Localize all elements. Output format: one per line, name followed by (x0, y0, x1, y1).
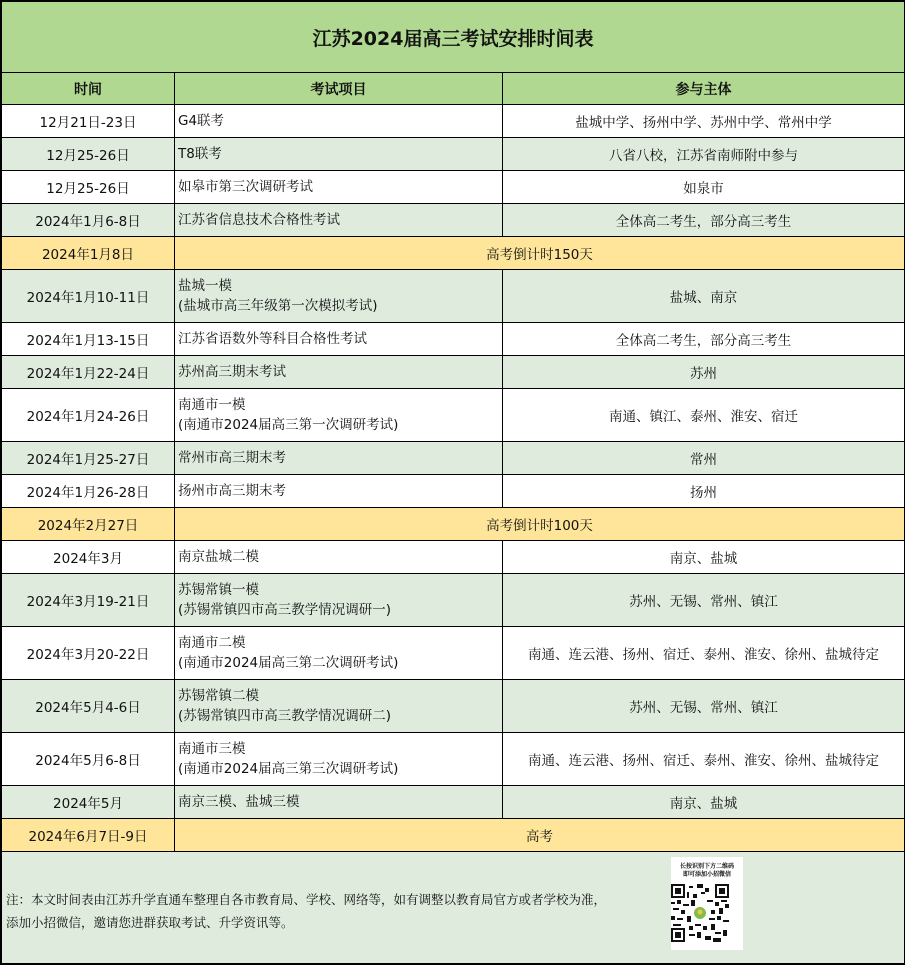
page-title: 江苏2024届高三考试安排时间表 (2, 2, 905, 73)
exam-name: 扬州市高三期末考 (178, 483, 286, 499)
exam-cell (175, 475, 503, 508)
exam-name: 江苏省语数外等科目合格性考试 (178, 331, 367, 347)
schedule-table (1, 1, 905, 964)
date-cell: 12月25-26日 (2, 138, 175, 171)
table-row (2, 475, 905, 508)
exam-cell (175, 541, 503, 574)
exam-full-name: (南通市2024届高三第三次调研考试) (178, 761, 399, 777)
table-row (2, 786, 905, 819)
participants-cell: 南通、镇江、泰州、淮安、宿迁 (503, 389, 905, 442)
exam-name: 南京盐城二模 (178, 549, 259, 565)
exam-cell (175, 138, 503, 171)
participants-cell: 苏州 (503, 356, 905, 389)
exam-name: 南通市二模 (178, 635, 246, 651)
date-cell: 2024年1月26-28日 (2, 475, 175, 508)
exam-cell (175, 574, 503, 627)
exam-name: 苏州高三期末考试 (178, 364, 286, 380)
exam-cell (175, 733, 503, 786)
table-row (2, 541, 905, 574)
exam-name: 常州市高三期末考 (178, 450, 286, 466)
exam-full-name: (苏锡常镇四市高三教学情况调研一) (178, 602, 392, 618)
exam-cell (175, 356, 503, 389)
exam-name: G4联考 (178, 113, 225, 129)
note-line-2: 添加小招微信，邀请您进群获取考试、升学资讯等。 (6, 915, 294, 930)
date-cell: 2024年1月22-24日 (2, 356, 175, 389)
table-row (2, 171, 905, 204)
date-cell: 12月25-26日 (2, 171, 175, 204)
participants-cell: 盐城中学、扬州中学、苏州中学、常州中学 (503, 105, 905, 138)
table-row (2, 138, 905, 171)
table-row (2, 680, 905, 733)
table-row (2, 733, 905, 786)
participants-cell: 苏州、无锡、常州、镇江 (503, 574, 905, 627)
participants-cell: 苏州、无锡、常州、镇江 (503, 680, 905, 733)
exam-name: T8联考 (178, 146, 222, 162)
milestone-cell: 高考 (175, 819, 905, 852)
exam-cell (175, 323, 503, 356)
exam-name: 南通市三模 (178, 741, 246, 757)
exam-name: 苏锡常镇二模 (178, 688, 259, 704)
participants-cell: 全体高二考生，部分高三考生 (503, 204, 905, 237)
milestone-row (2, 508, 905, 541)
note-line-1: 注：本文时间表由江苏升学直通车整理自各市教育局、学校、网络等，如有调整以教育局官方或者学校为准， (6, 892, 607, 907)
exam-name: 盐城一模 (178, 278, 232, 294)
qr-caption (671, 863, 743, 879)
date-cell: 2024年1月25-27日 (2, 442, 175, 475)
date-cell: 2024年5月4-6日 (2, 680, 175, 733)
participants-cell: 南京、盐城 (503, 541, 905, 574)
date-cell: 2024年5月 (2, 786, 175, 819)
milestone-row (2, 819, 905, 852)
participants-cell: 南通、连云港、扬州、宿迁、泰州、淮安、徐州、盐城待定 (503, 733, 905, 786)
column-header-participants: 参与主体 (503, 73, 905, 105)
qr-caption-line-2: 即可添加小招微信 (682, 871, 731, 878)
participants-cell: 全体高二考生，部分高三考生 (503, 323, 905, 356)
exam-cell (175, 204, 503, 237)
participants-cell: 常州 (503, 442, 905, 475)
exam-cell (175, 786, 503, 819)
table-row (2, 270, 905, 323)
exam-name: 江苏省信息技术合格性考试 (178, 212, 340, 228)
note-cell (2, 852, 905, 964)
milestone-row (2, 237, 905, 270)
table-row (2, 204, 905, 237)
table-row (2, 442, 905, 475)
exam-cell (175, 627, 503, 680)
exam-name: 如皋市第三次调研考试 (178, 179, 313, 195)
qr-caption-line-1: 长按识别下方二维码 (679, 863, 734, 870)
milestone-cell: 高考倒计时150天 (175, 237, 905, 270)
exam-cell (175, 680, 503, 733)
milestone-cell: 高考倒计时100天 (175, 508, 905, 541)
date-cell: 2024年3月 (2, 541, 175, 574)
exam-full-name: (苏锡常镇四市高三教学情况调研二) (178, 708, 392, 724)
exam-name: 南通市一模 (178, 397, 246, 413)
exam-full-name: (南通市2024届高三第二次调研考试) (178, 655, 399, 671)
exam-cell (175, 105, 503, 138)
qr-code-card (671, 857, 743, 950)
participants-cell: 盐城、南京 (503, 270, 905, 323)
date-cell: 2024年1月13-15日 (2, 323, 175, 356)
date-cell: 12月21日-23日 (2, 105, 175, 138)
date-cell: 2024年1月10-11日 (2, 270, 175, 323)
exam-cell (175, 442, 503, 475)
participants-cell: 南通、连云港、扬州、宿迁、泰州、淮安、徐州、盐城待定 (503, 627, 905, 680)
table-row (2, 627, 905, 680)
date-cell: 2024年1月24-26日 (2, 389, 175, 442)
exam-cell (175, 389, 503, 442)
note-text (6, 888, 646, 934)
date-cell: 2024年3月20-22日 (2, 627, 175, 680)
date-cell: 2024年1月8日 (2, 237, 175, 270)
date-cell: 2024年1月6-8日 (2, 204, 175, 237)
exam-full-name: (盐城市高三年级第一次模拟考试) (178, 298, 378, 314)
participants-cell: 如泉市 (503, 171, 905, 204)
date-cell: 2024年2月27日 (2, 508, 175, 541)
table-row (2, 105, 905, 138)
table-row (2, 323, 905, 356)
exam-cell (175, 171, 503, 204)
table-row (2, 356, 905, 389)
table-row (2, 389, 905, 442)
participants-cell: 扬州 (503, 475, 905, 508)
exam-full-name: (南通市2024届高三第一次调研考试) (178, 417, 399, 433)
column-header-exam: 考试项目 (175, 73, 503, 105)
exam-name: 南京三模、盐城三模 (178, 794, 300, 810)
exam-cell (175, 270, 503, 323)
table-row (2, 574, 905, 627)
qr-code-icon (671, 883, 729, 943)
date-cell: 2024年5月6-8日 (2, 733, 175, 786)
date-cell: 2024年3月19-21日 (2, 574, 175, 627)
date-cell: 2024年6月7日-9日 (2, 819, 175, 852)
participants-cell: 南京、盐城 (503, 786, 905, 819)
participants-cell: 八省八校，江苏省南师附中参与 (503, 138, 905, 171)
column-header-date: 时间 (2, 73, 175, 105)
exam-name: 苏锡常镇一模 (178, 582, 259, 598)
column-header-row (2, 73, 905, 105)
schedule-rows (2, 105, 905, 852)
